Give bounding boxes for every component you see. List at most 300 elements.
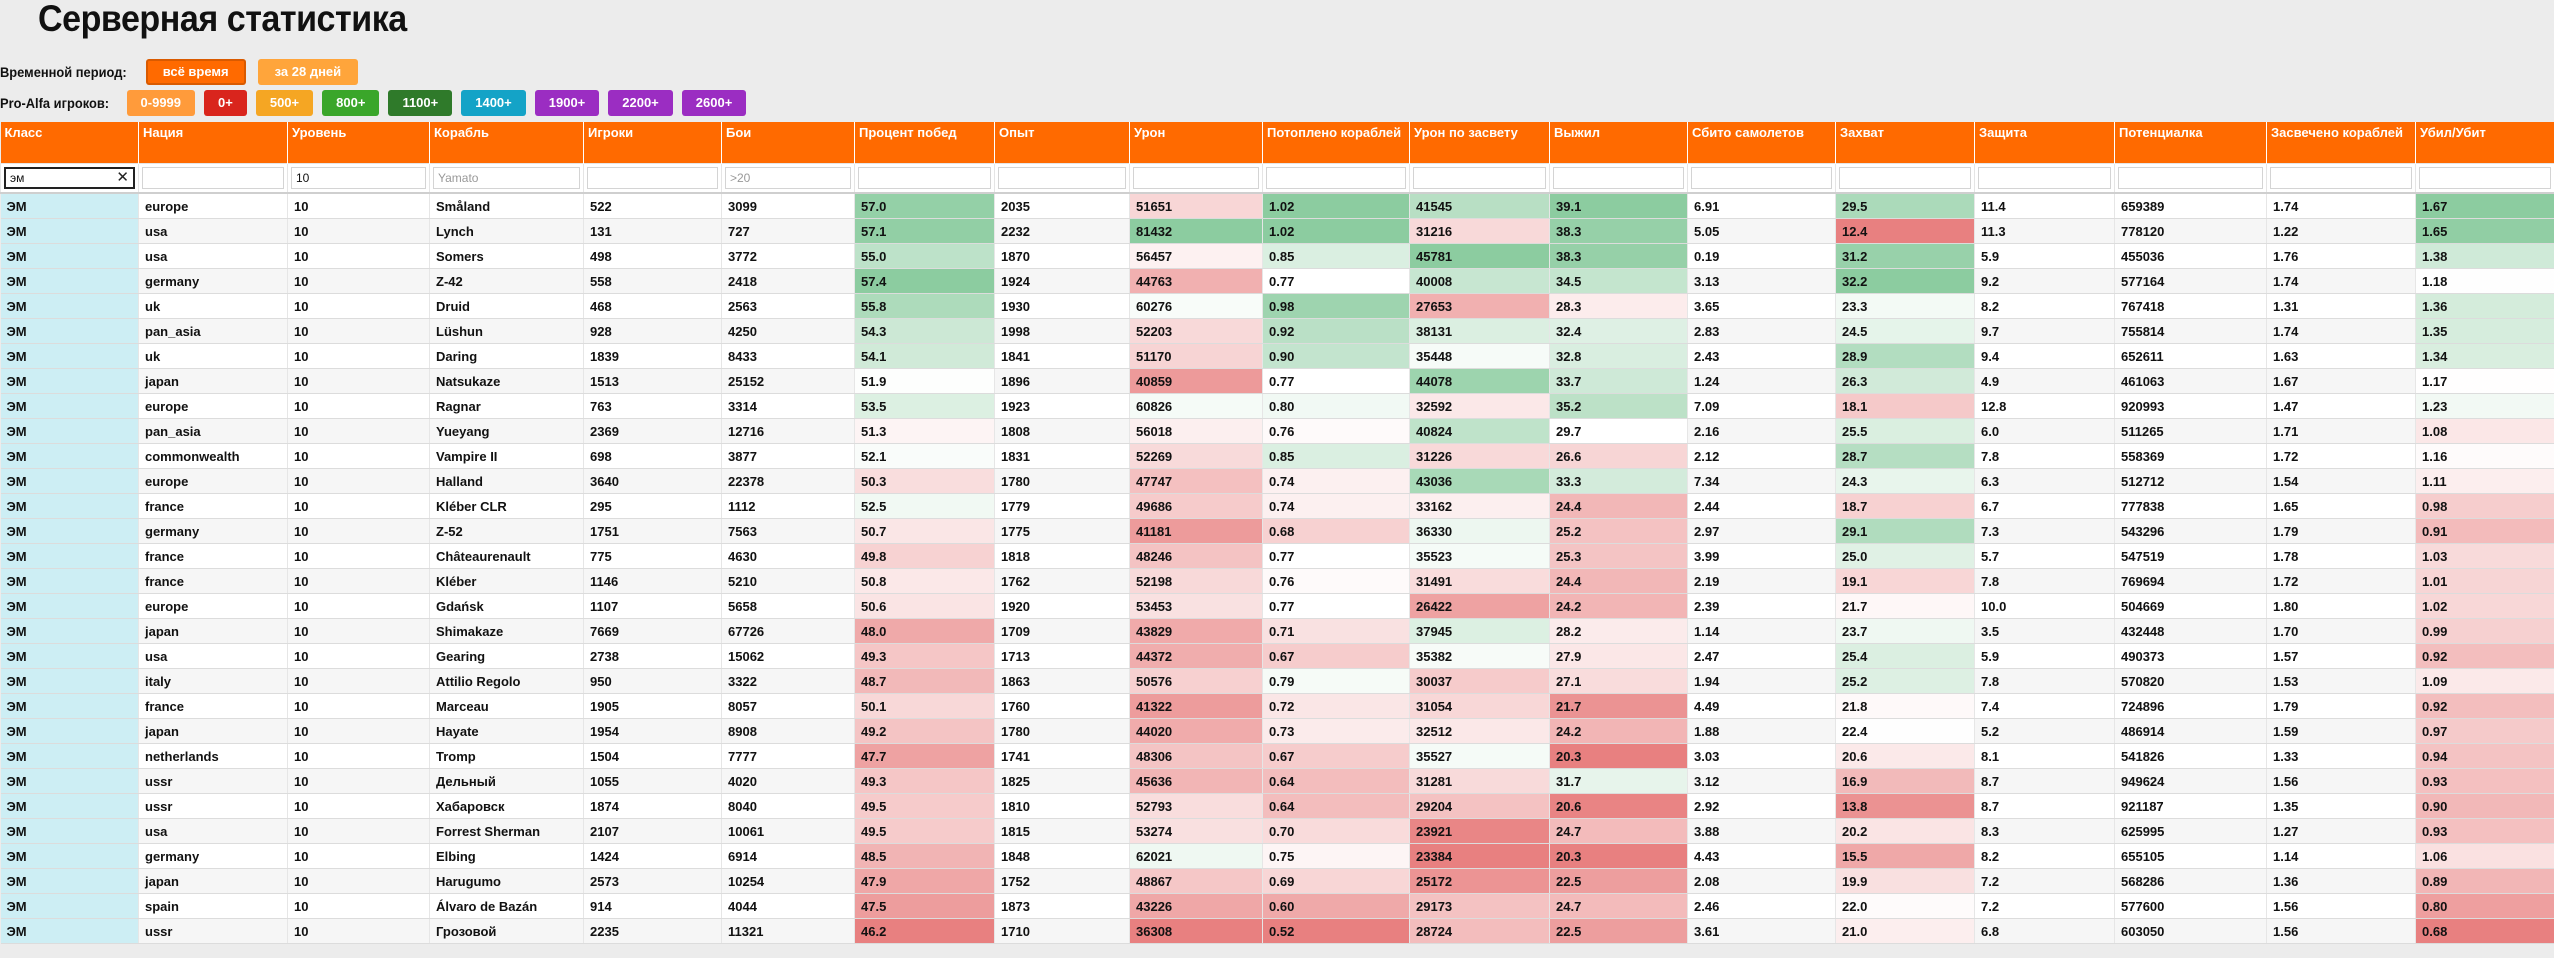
table-cell: 10: [288, 719, 430, 744]
table-cell: ЭМ: [1, 769, 139, 794]
table-row[interactable]: [1, 544, 2554, 569]
table-cell: 39.1: [1550, 193, 1688, 219]
table-cell: 1839: [584, 344, 722, 369]
table-cell: 49.3: [855, 644, 995, 669]
table-cell: 30037: [1410, 669, 1550, 694]
column-filter-input[interactable]: [291, 167, 426, 189]
column-header[interactable]: Потенциалка: [2115, 122, 2267, 164]
table-cell: 1.80: [2267, 594, 2416, 619]
table-row[interactable]: [1, 594, 2554, 619]
table-cell: 48306: [1130, 744, 1263, 769]
table-cell: japan: [139, 719, 288, 744]
table-cell: france: [139, 694, 288, 719]
table-cell: 25.4: [1836, 644, 1975, 669]
rating-chip-6[interactable]: 1900+: [535, 90, 600, 116]
table-cell: 29.7: [1550, 419, 1688, 444]
column-header[interactable]: Урон: [1130, 122, 1263, 164]
table-cell: europe: [139, 193, 288, 219]
table-cell: 914: [584, 894, 722, 919]
table-cell: 1.11: [2416, 469, 2554, 494]
table-cell: ЭМ: [1, 694, 139, 719]
table-cell: 1831: [995, 444, 1130, 469]
table-cell: 724896: [2115, 694, 2267, 719]
rating-chip-4[interactable]: 1100+: [388, 90, 452, 116]
table-cell: 43226: [1130, 894, 1263, 919]
table-cell: 1504: [584, 744, 722, 769]
table-cell: 50.1: [855, 694, 995, 719]
table-cell: 727: [722, 219, 855, 244]
table-cell: 22.5: [1550, 869, 1688, 894]
table-cell: 558: [584, 269, 722, 294]
table-cell: ЭМ: [1, 569, 139, 594]
table-cell: 7.4: [1975, 694, 2115, 719]
table-cell: 3.65: [1688, 294, 1836, 319]
table-cell: ЭМ: [1, 669, 139, 694]
table-cell: 0.94: [2416, 744, 2554, 769]
column-filter-cell: [1688, 164, 1836, 194]
rating-chip-3[interactable]: 800+: [322, 90, 379, 116]
table-row[interactable]: [1, 694, 2554, 719]
table-cell: 950: [584, 669, 722, 694]
table-cell: 11.4: [1975, 193, 2115, 219]
rating-chip-5[interactable]: 1400+: [461, 90, 526, 116]
column-filter-input[interactable]: [2270, 167, 2412, 189]
table-cell: 24.7: [1550, 819, 1688, 844]
table-cell: 767418: [2115, 294, 2267, 319]
table-cell: Druid: [430, 294, 584, 319]
table-cell: ЭМ: [1, 469, 139, 494]
table-cell: 0.64: [1263, 794, 1410, 819]
table-cell: 57.4: [855, 269, 995, 294]
column-filter-input[interactable]: [1553, 167, 1684, 189]
rating-chip-1[interactable]: 0+: [204, 90, 247, 116]
table-cell: 67726: [722, 619, 855, 644]
table-cell: 0.67: [1263, 644, 1410, 669]
rating-filter-label: Pro-Alfa игроков:: [0, 95, 110, 111]
table-cell: 0.80: [1263, 394, 1410, 419]
table-cell: 49.3: [855, 769, 995, 794]
table-cell: 31216: [1410, 219, 1550, 244]
column-header[interactable]: Захват: [1836, 122, 1975, 164]
table-cell: usa: [139, 819, 288, 844]
table-cell: ЭМ: [1, 594, 139, 619]
table-cell: 8433: [722, 344, 855, 369]
table-row[interactable]: [1, 319, 2554, 344]
table-cell: 10: [288, 294, 430, 319]
table-cell: 490373: [2115, 644, 2267, 669]
table-cell: 4044: [722, 894, 855, 919]
table-cell: 8.2: [1975, 844, 2115, 869]
table-cell: 15062: [722, 644, 855, 669]
table-cell: 625995: [2115, 819, 2267, 844]
table-cell: ussr: [139, 919, 288, 944]
table-row[interactable]: [1, 369, 2554, 394]
table-row[interactable]: [1, 844, 2554, 869]
table-cell: 38131: [1410, 319, 1550, 344]
table-row[interactable]: [1, 219, 2554, 244]
column-header[interactable]: Класс: [1, 122, 139, 164]
table-cell: Attilio Regolo: [430, 669, 584, 694]
table-cell: 10: [288, 369, 430, 394]
table-cell: 24.7: [1550, 894, 1688, 919]
table-cell: 41181: [1130, 519, 1263, 544]
table-cell: 755814: [2115, 319, 2267, 344]
table-cell: 35.2: [1550, 394, 1688, 419]
table-row[interactable]: [1, 193, 2554, 219]
table-cell: 24.4: [1550, 569, 1688, 594]
table-cell: 511265: [2115, 419, 2267, 444]
table-cell: 1.18: [2416, 269, 2554, 294]
column-filter-cell: [1836, 164, 1975, 194]
rating-filter: [0, 88, 755, 118]
table-cell: 1873: [995, 894, 1130, 919]
table-row[interactable]: [1, 519, 2554, 544]
table-cell: 51651: [1130, 193, 1263, 219]
table-row[interactable]: [1, 419, 2554, 444]
table-cell: 1841: [995, 344, 1130, 369]
column-filter-input[interactable]: [1413, 167, 1546, 189]
table-cell: Hayate: [430, 719, 584, 744]
table-cell: 49.8: [855, 544, 995, 569]
table-cell: 52198: [1130, 569, 1263, 594]
table-cell: 7563: [722, 519, 855, 544]
table-cell: 54.1: [855, 344, 995, 369]
column-header[interactable]: Сбито самолетов: [1688, 122, 1836, 164]
table-cell: 1.02: [2416, 594, 2554, 619]
column-filter-input[interactable]: [725, 167, 851, 189]
table-cell: 50.8: [855, 569, 995, 594]
table-cell: 0.79: [1263, 669, 1410, 694]
column-filter-input[interactable]: [142, 167, 284, 189]
table-cell: Natsukaze: [430, 369, 584, 394]
table-cell: 1810: [995, 794, 1130, 819]
column-header[interactable]: Игроки: [584, 122, 722, 164]
table-cell: 35523: [1410, 544, 1550, 569]
column-header[interactable]: Потоплено кораблей: [1263, 122, 1410, 164]
rating-chip-2[interactable]: 500+: [256, 90, 313, 116]
table-cell: 1709: [995, 619, 1130, 644]
table-cell: 3.03: [1688, 744, 1836, 769]
table-cell: 28.3: [1550, 294, 1688, 319]
table-cell: 1.47: [2267, 394, 2416, 419]
table-cell: Lüshun: [430, 319, 584, 344]
table-cell: ЭМ: [1, 269, 139, 294]
column-filter-input[interactable]: [587, 167, 718, 189]
table-cell: 921187: [2115, 794, 2267, 819]
table-cell: 10: [288, 919, 430, 944]
table-cell: 49.2: [855, 719, 995, 744]
table-cell: 35448: [1410, 344, 1550, 369]
table-cell: 0.77: [1263, 544, 1410, 569]
table-row[interactable]: [1, 794, 2554, 819]
table-cell: 4250: [722, 319, 855, 344]
table-cell: Somers: [430, 244, 584, 269]
table-cell: 1.33: [2267, 744, 2416, 769]
table-cell: 52.5: [855, 494, 995, 519]
table-cell: 22378: [722, 469, 855, 494]
table-cell: pan_asia: [139, 319, 288, 344]
table-cell: 1.65: [2267, 494, 2416, 519]
table-cell: 7777: [722, 744, 855, 769]
rating-chip-7[interactable]: 2200+: [608, 90, 673, 116]
table-cell: 49.5: [855, 794, 995, 819]
table-cell: 6.8: [1975, 919, 2115, 944]
table-cell: 10: [288, 519, 430, 544]
table-cell: europe: [139, 394, 288, 419]
table-cell: 0.76: [1263, 419, 1410, 444]
table-cell: ЭМ: [1, 344, 139, 369]
table-cell: 3322: [722, 669, 855, 694]
table-cell: Marceau: [430, 694, 584, 719]
column-filter-input[interactable]: [858, 167, 991, 189]
column-filter-input[interactable]: [998, 167, 1126, 189]
column-filter-input[interactable]: [4, 167, 135, 189]
table-cell: 7.09: [1688, 394, 1836, 419]
column-filter-input[interactable]: [433, 167, 580, 189]
header-row: [1, 122, 2554, 164]
table-cell: 1.74: [2267, 269, 2416, 294]
table-cell: 6.0: [1975, 419, 2115, 444]
table-cell: 1.06: [2416, 844, 2554, 869]
table-row[interactable]: [1, 894, 2554, 919]
table-cell: 558369: [2115, 444, 2267, 469]
table-cell: 0.97: [2416, 719, 2554, 744]
table-cell: 2.16: [1688, 419, 1836, 444]
table-cell: 5.9: [1975, 644, 2115, 669]
table-cell: 9.4: [1975, 344, 2115, 369]
table-cell: 1.35: [2267, 794, 2416, 819]
table-cell: 47.7: [855, 744, 995, 769]
table-cell: 2107: [584, 819, 722, 844]
table-cell: 1924: [995, 269, 1130, 294]
table-cell: 29.5: [1836, 193, 1975, 219]
table-row[interactable]: [1, 244, 2554, 269]
column-filter-cell: [2416, 164, 2554, 194]
column-header[interactable]: Опыт: [995, 122, 1130, 164]
table-cell: 2.92: [1688, 794, 1836, 819]
table-cell: 12.4: [1836, 219, 1975, 244]
table-cell: 2.19: [1688, 569, 1836, 594]
column-header[interactable]: Убил/Убит: [2416, 122, 2554, 164]
table-cell: 3772: [722, 244, 855, 269]
table-row[interactable]: [1, 669, 2554, 694]
table-cell: 504669: [2115, 594, 2267, 619]
table-cell: 20.3: [1550, 744, 1688, 769]
table-cell: 1.16: [2416, 444, 2554, 469]
table-cell: 1.56: [2267, 769, 2416, 794]
table-cell: 763: [584, 394, 722, 419]
table-cell: 21.8: [1836, 694, 1975, 719]
table-row[interactable]: [1, 269, 2554, 294]
table-row[interactable]: [1, 644, 2554, 669]
table-cell: 1779: [995, 494, 1130, 519]
table-cell: 1762: [995, 569, 1130, 594]
rating-chip-8[interactable]: 2600+: [682, 90, 747, 116]
column-header[interactable]: Засвечено кораблей: [2267, 122, 2416, 164]
table-cell: 1112: [722, 494, 855, 519]
column-filter-input[interactable]: [1266, 167, 1406, 189]
table-cell: 47.9: [855, 869, 995, 894]
table-cell: 0.19: [1688, 244, 1836, 269]
column-header[interactable]: Нация: [139, 122, 288, 164]
rating-chip-0[interactable]: 0-9999: [127, 90, 195, 116]
table-cell: ЭМ: [1, 444, 139, 469]
table-cell: 52269: [1130, 444, 1263, 469]
table-cell: 769694: [2115, 569, 2267, 594]
table-cell: 45636: [1130, 769, 1263, 794]
table-cell: 5210: [722, 569, 855, 594]
table-cell: 10: [288, 594, 430, 619]
column-header[interactable]: Выжил: [1550, 122, 1688, 164]
column-filter-input[interactable]: [1978, 167, 2111, 189]
table-cell: 1825: [995, 769, 1130, 794]
table-cell: 1.31: [2267, 294, 2416, 319]
table-cell: 3640: [584, 469, 722, 494]
table-cell: 568286: [2115, 869, 2267, 894]
table-cell: 31226: [1410, 444, 1550, 469]
column-header[interactable]: Бои: [722, 122, 855, 164]
table-row[interactable]: [1, 819, 2554, 844]
table-cell: 522: [584, 193, 722, 219]
table-cell: 1.38: [2416, 244, 2554, 269]
column-header[interactable]: Корабль: [430, 122, 584, 164]
column-header[interactable]: Урон по засвету: [1410, 122, 1550, 164]
table-cell: 29.1: [1836, 519, 1975, 544]
table-cell: 43829: [1130, 619, 1263, 644]
table-cell: 10: [288, 344, 430, 369]
table-cell: 22.4: [1836, 719, 1975, 744]
table-cell: 1.78: [2267, 544, 2416, 569]
column-filter-input[interactable]: [1839, 167, 1971, 189]
table-cell: 55.0: [855, 244, 995, 269]
table-cell: 1741: [995, 744, 1130, 769]
table-cell: 5.7: [1975, 544, 2115, 569]
table-cell: 1760: [995, 694, 1130, 719]
table-cell: 9.7: [1975, 319, 2115, 344]
period-28-days-button[interactable]: за 28 дней: [258, 59, 359, 85]
column-filter-input[interactable]: [2419, 167, 2551, 189]
table-cell: 56018: [1130, 419, 1263, 444]
table-cell: 48867: [1130, 869, 1263, 894]
table-cell: 33.7: [1550, 369, 1688, 394]
table-cell: 20.6: [1836, 744, 1975, 769]
table-cell: 24.2: [1550, 594, 1688, 619]
table-cell: netherlands: [139, 744, 288, 769]
table-cell: 0.60: [1263, 894, 1410, 919]
table-cell: 10: [288, 694, 430, 719]
table-cell: 40859: [1130, 369, 1263, 394]
table-cell: japan: [139, 369, 288, 394]
column-filter-input[interactable]: [2118, 167, 2263, 189]
table-cell: 775: [584, 544, 722, 569]
table-row[interactable]: [1, 744, 2554, 769]
table-cell: 1.08: [2416, 419, 2554, 444]
column-filter-cell: [2267, 164, 2416, 194]
table-row[interactable]: [1, 494, 2554, 519]
table-cell: 468: [584, 294, 722, 319]
column-header[interactable]: Процент побед: [855, 122, 995, 164]
table-cell: 1.63: [2267, 344, 2416, 369]
table-row[interactable]: [1, 719, 2554, 744]
table-cell: 19.1: [1836, 569, 1975, 594]
table-cell: 1.79: [2267, 519, 2416, 544]
period-all-time-button[interactable]: всё время: [146, 59, 246, 85]
column-filter-cell: [1550, 164, 1688, 194]
table-cell: 10: [288, 544, 430, 569]
table-cell: 22.0: [1836, 894, 1975, 919]
table-row[interactable]: [1, 569, 2554, 594]
table-cell: 10: [288, 869, 430, 894]
table-cell: 8040: [722, 794, 855, 819]
column-header[interactable]: Уровень: [288, 122, 430, 164]
table-cell: 48246: [1130, 544, 1263, 569]
table-row[interactable]: [1, 619, 2554, 644]
table-cell: italy: [139, 669, 288, 694]
period-filter-label: Временной период:: [0, 64, 127, 80]
table-row[interactable]: [1, 394, 2554, 419]
table-cell: 53274: [1130, 819, 1263, 844]
table-cell: Lynch: [430, 219, 584, 244]
table-cell: 28.9: [1836, 344, 1975, 369]
table-row[interactable]: [1, 469, 2554, 494]
column-filter-input[interactable]: [1691, 167, 1832, 189]
table-row[interactable]: [1, 919, 2554, 944]
table-row[interactable]: [1, 769, 2554, 794]
table-cell: ЭМ: [1, 294, 139, 319]
table-cell: 29204: [1410, 794, 1550, 819]
table-cell: 9.2: [1975, 269, 2115, 294]
table-cell: 1.09: [2416, 669, 2554, 694]
column-header[interactable]: Защита: [1975, 122, 2115, 164]
table-cell: 40008: [1410, 269, 1550, 294]
table-cell: ЭМ: [1, 369, 139, 394]
table-cell: 0.75: [1263, 844, 1410, 869]
table-cell: 10: [288, 894, 430, 919]
column-filter-input[interactable]: [1133, 167, 1259, 189]
table-cell: 0.85: [1263, 244, 1410, 269]
table-cell: Yueyang: [430, 419, 584, 444]
table-cell: ussr: [139, 794, 288, 819]
column-filter-cell: [1, 164, 139, 194]
table-cell: ЭМ: [1, 869, 139, 894]
table-row[interactable]: [1, 344, 2554, 369]
table-cell: 26.3: [1836, 369, 1975, 394]
table-cell: 1863: [995, 669, 1130, 694]
table-cell: 34.5: [1550, 269, 1688, 294]
table-cell: 1930: [995, 294, 1130, 319]
table-cell: 131: [584, 219, 722, 244]
table-cell: 1424: [584, 844, 722, 869]
table-row[interactable]: [1, 869, 2554, 894]
table-cell: 920993: [2115, 394, 2267, 419]
table-cell: 512712: [2115, 469, 2267, 494]
clear-filter-icon[interactable]: ✕: [116, 169, 129, 186]
table-cell: 25172: [1410, 869, 1550, 894]
table-cell: 10254: [722, 869, 855, 894]
table-row[interactable]: [1, 444, 2554, 469]
table-cell: 1.17: [2416, 369, 2554, 394]
table-cell: 4630: [722, 544, 855, 569]
table-row[interactable]: [1, 294, 2554, 319]
table-cell: 3099: [722, 193, 855, 219]
table-cell: 1870: [995, 244, 1130, 269]
table-cell: 44020: [1130, 719, 1263, 744]
table-cell: 1.53: [2267, 669, 2416, 694]
table-cell: 10: [288, 494, 430, 519]
table-cell: 10: [288, 319, 430, 344]
table-cell: 38.3: [1550, 244, 1688, 269]
table-cell: 57.0: [855, 193, 995, 219]
